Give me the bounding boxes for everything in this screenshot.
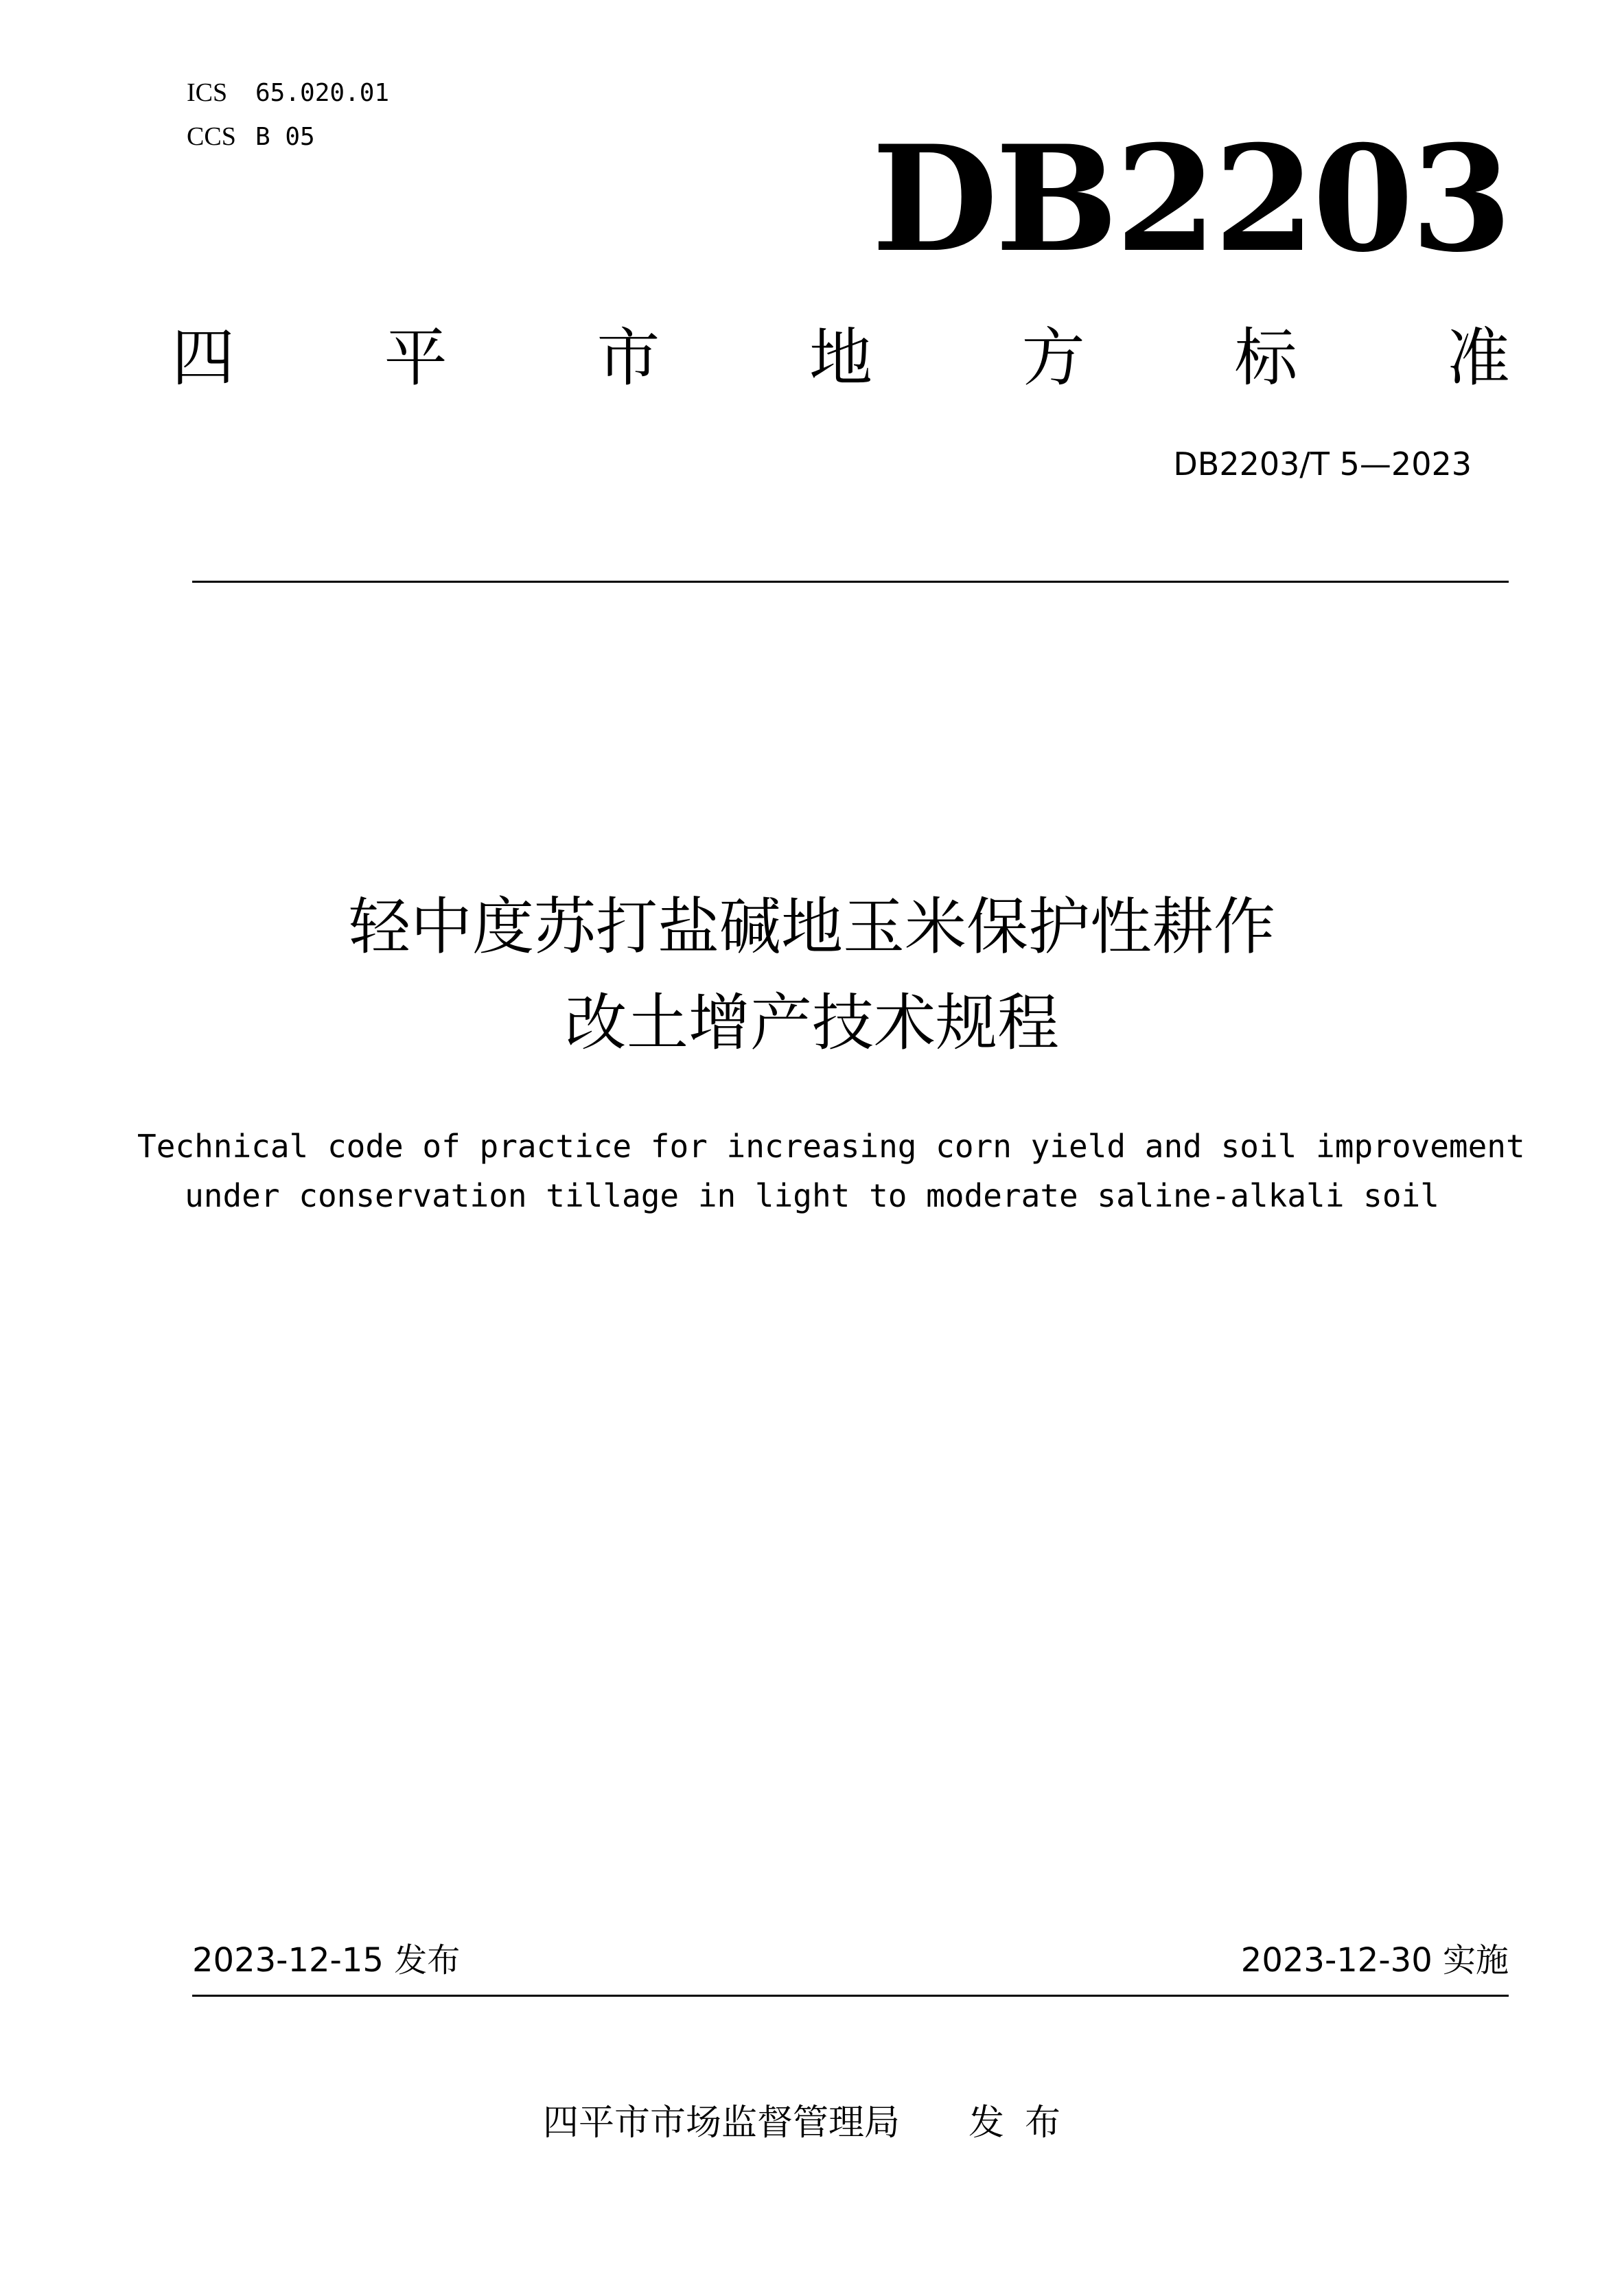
db-logo: DB2203	[872, 113, 1510, 284]
title-en-line2: under conservation tillage in light to moderate saline-alkali soil	[185, 1177, 1439, 1214]
top-divider	[192, 581, 1509, 583]
release-date: 2023-12-15 发布	[192, 1941, 461, 1980]
standard-type-char: 四	[172, 321, 235, 395]
ics-code	[187, 77, 389, 108]
title-en-line1: Technical code of practice for increasing corn yield and soil improvement	[137, 1128, 1525, 1165]
publisher-name: 四平市市场监督管理局	[542, 2102, 900, 2144]
ics-value: 65.020.01	[255, 79, 390, 107]
standard-type-heading	[172, 317, 1510, 399]
ics-label: ICS	[187, 78, 228, 107]
implementation-date: 2023-12-30 实施	[1240, 1941, 1509, 1980]
standard-type-char: 标	[1234, 321, 1298, 395]
standard-number: DB2203/T 5—2023	[1173, 445, 1472, 483]
standard-type-char: 准	[1446, 321, 1510, 395]
ccs-value: B 05	[255, 123, 315, 151]
standard-type-char: 市	[596, 321, 660, 395]
standard-type-char: 地	[809, 321, 872, 395]
bottom-divider	[192, 1995, 1509, 1997]
ccs-label: CCS	[187, 122, 236, 151]
standard-type-char: 平	[384, 321, 448, 395]
publisher-line	[0, 2100, 1624, 2146]
ccs-code	[187, 121, 315, 152]
title-cn-line2: 改土增产技术规程	[565, 987, 1059, 1059]
standard-type-char: 方	[1021, 321, 1085, 395]
title-cn-line1: 轻中度苏打盐碱地玉米保护性耕作	[349, 891, 1275, 963]
publish-action: 发布	[968, 2102, 1082, 2144]
